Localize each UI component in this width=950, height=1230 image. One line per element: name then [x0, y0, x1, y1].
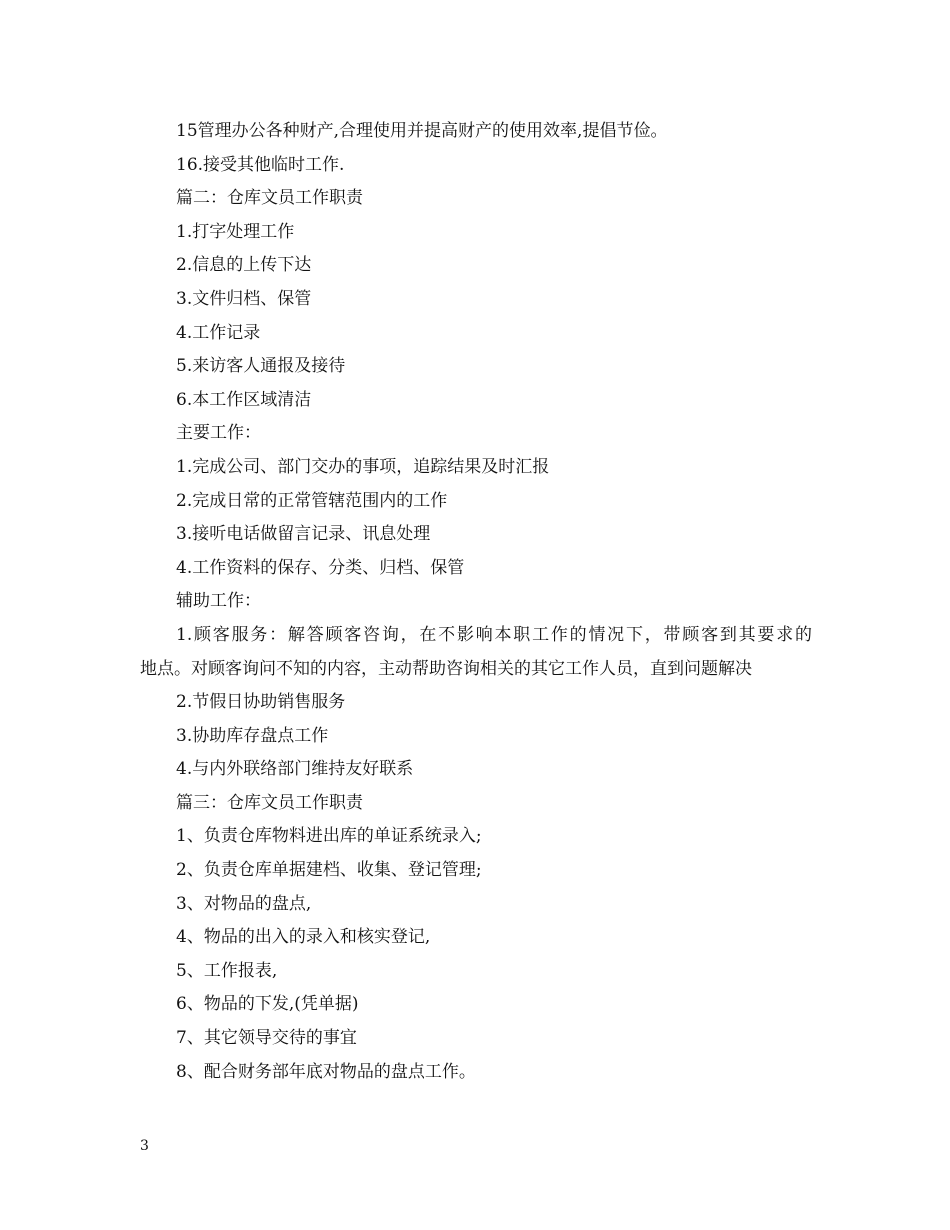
text-line: 4.与内外联络部门维持友好联系 [176, 759, 414, 780]
text-line: 1.打字处理工作 [176, 221, 295, 242]
text-line: 2.信息的上传下达 [176, 255, 312, 276]
text-line: 4、物品的出入的录入和核实登记, [176, 927, 431, 948]
text-line: 2.节假日协助销售服务 [176, 692, 346, 713]
text-line: 地点。对顾客询问不知的内容，主动帮助咨询相关的其它工作人员，直到问题解决 [140, 658, 752, 679]
text-line: 主要工作： [176, 423, 261, 444]
text-line: 7、其它领导交待的事宜 [176, 1028, 357, 1049]
text-line: 3.协助库存盘点工作 [176, 725, 329, 746]
text-line: 1.完成公司、部门交办的事项，追踪结果及时汇报 [176, 456, 550, 477]
document-body [140, 115, 812, 1089]
text-line: 6.本工作区域清洁 [176, 389, 312, 410]
text-line: 1、负责仓库物料进出库的单证系统录入; [176, 826, 482, 847]
text-line: 16.接受其他临时工作. [176, 154, 345, 175]
text-line: 15管理办公各种财产,合理使用并提高财产的使用效率,提倡节俭。 [176, 121, 668, 141]
text-line: 2.完成日常的正常管辖范围内的工作 [176, 490, 448, 511]
text-line: 5、工作报表, [176, 960, 278, 981]
text-line: 5.来访客人通报及接待 [176, 356, 346, 377]
text-line: 篇三：仓库文员工作职责 [176, 792, 363, 813]
text-line: 3、对物品的盘点, [176, 893, 312, 914]
text-line: 4.工作记录 [176, 322, 261, 343]
text-line: 8、配合财务部年底对物品的盘点工作。 [176, 1061, 476, 1082]
text-line: 1.顾客服务：解答顾客咨询，在不影响本职工作的情况下，带顾客到其要求的 [176, 624, 812, 645]
text-line: 4.工作资料的保存、分类、归档、保管 [176, 557, 465, 578]
text-line: 辅助工作： [176, 591, 261, 612]
text-line: 篇二：仓库文员工作职责 [176, 188, 363, 209]
text-line: 3.接听电话做留言记录、讯息处理 [176, 524, 431, 545]
text-line: 3.文件归档、保管 [176, 288, 312, 309]
page-number: 3 [140, 1138, 149, 1154]
text-line: 2、负责仓库单据建档、收集、登记管理; [176, 860, 482, 881]
text-line: 6、物品的下发,(凭单据) [176, 994, 359, 1015]
